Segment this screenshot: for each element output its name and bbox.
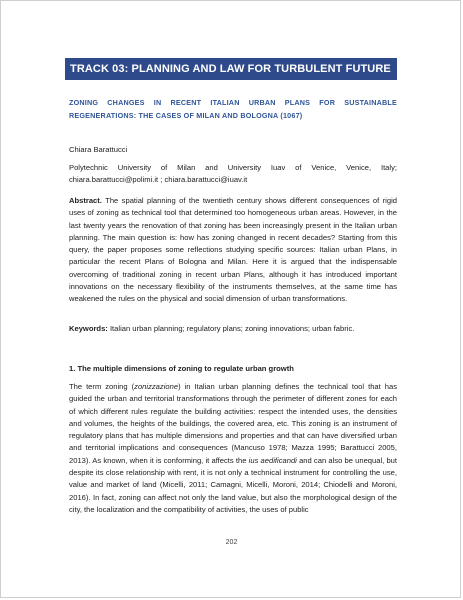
author-name: Chiara Barattucci (69, 145, 128, 154)
body-text-part: ) in Italian urban planning defines the technical tool that has guided the urban and territorial transformations through the perimeter of different zones for each of which different rules regulate the building activities: respect the intended uses, the densities and volumes, the heights of the buildings, the covered area, etc. This zoning is an instrument of regulatory plans that has multiple dimensions and properties and that can have diversified urban and territorial implications and consequences (Mancuso 1978; Mazza 1995; Barattucci 2005, 2013). As known, when it is conforming, it affects the (69, 382, 397, 465)
abstract-text: The spatial planning of the twentieth century shows different consequences of rigid uses of zoning as technical tool that determined too homogeneous urban areas. However, in the last twenty years the renovation of that zoning has been increasingly present in the Italian urban planning. The main question is: how has zoning changed in recent decades? Starting from this query, the paper proposes some reflections studying specific sources: Italian urban Plans, in particular the recent Plans of Bologna and Milan. Here it is argued that the indispensable overcoming of traditional zoning in recent urban Plans, although it has introduced important innovations on the necessary flexibility of the instruments themselves, at the same time has weakened the rules on the physical and social dimension of urban transformations. (69, 196, 397, 304)
body-italic-term: zonizzazione (134, 382, 179, 391)
body-italic-term: ius aedificandi (248, 455, 297, 465)
body-text-part: The term zoning ( (69, 382, 135, 391)
keywords-label: Keywords: (69, 324, 108, 333)
abstract-label: Abstract. (69, 196, 102, 205)
body-text-part: and can also be unequal, but despite its close relationship with rent, it is not only a technical instrument for controlling the use, value and market of land (Micelli, 2011; Camagni, Micelli, Moroni, 2014; Chiodelli and Moroni, 2016). In fact, zoning can affect not only the land value, but also the morphological design of the city, the localization and the compatibility of activities, the uses of public (69, 455, 398, 514)
body-paragraph (69, 381, 397, 516)
abstract (69, 195, 397, 306)
keywords-text: Italian urban planning; regulatory plans; zoning innovations; urban fabric. (107, 324, 355, 333)
track-banner: TRACK 03: PLANNING AND LAW FOR TURBULENT FUTURE (65, 58, 397, 80)
paper-title: ZONING CHANGES IN RECENT ITALIAN URBAN PLANS FOR SUSTAINABLE REGENERATIONS: THE CASES OF MILAN AND BOLOGNA (1067) (69, 98, 397, 120)
keywords (69, 323, 397, 335)
page-number: 202 (225, 539, 238, 546)
section-heading: 1. The multiple dimensions of zoning to regulate urban growth (69, 364, 294, 373)
author-affiliation: Polytechnic University of Milan and University Iuav of Venice, Venice, Italy; chiara.barattucci@polimi.it ; chiara.barattucci@iuav.it (69, 163, 397, 185)
